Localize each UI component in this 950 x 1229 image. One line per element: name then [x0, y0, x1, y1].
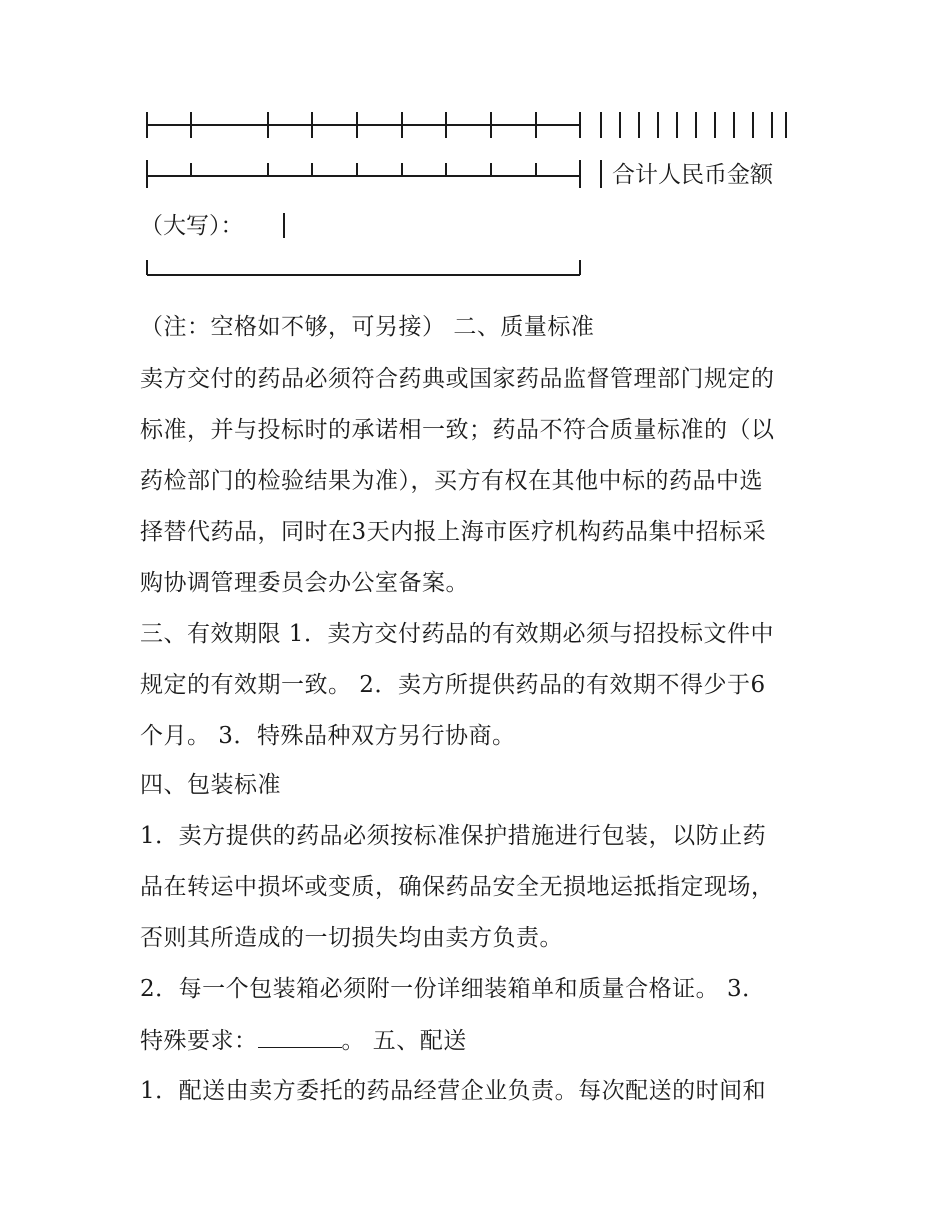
special-req-label: 特殊要求：	[140, 1028, 258, 1054]
packaging-heading: 四、包装标准	[140, 772, 281, 798]
validity-line: 个月。 3．特殊品种双方另行协商。	[140, 723, 516, 749]
validity-line: 规定的有效期一致。 2．卖方所提供药品的有效期不得少于6	[140, 672, 766, 698]
paragraph-line: 卖方交付的药品必须符合药典或国家药品监督管理部门规定的	[140, 366, 775, 392]
paragraph-line: 择替代药品，同时在3天内报上海市医疗机构药品集中招标采	[140, 519, 767, 545]
note-and-quality-heading	[140, 312, 594, 342]
special-req-blank[interactable]	[258, 1025, 342, 1048]
delivery-heading: 。 五、配送	[341, 1028, 467, 1054]
paragraph-line: 标准，并与投标时的承诺相一致；药品不符合质量标准的（以	[140, 417, 775, 443]
amount-table-lines	[0, 0, 950, 300]
packaging-line: 1．卖方提供的药品必须按标准保护措施进行包装，以防止药	[140, 823, 767, 849]
packaging-line: 否则其所造成的一切损失均由卖方负责。	[140, 925, 563, 951]
paragraph-line: 购协调管理委员会办公室备案。	[140, 570, 469, 596]
total-amount-label: 合计人民币金额	[612, 162, 773, 188]
special-requirements-line	[140, 1025, 467, 1056]
quality-heading: 二、质量标准	[453, 314, 595, 340]
delivery-line: 1．配送由卖方委托的药品经营企业负责。每次配送的时间和	[140, 1078, 767, 1104]
paragraph-line: 药检部门的检验结果为准），买方有权在其他中标的药品中选	[140, 468, 763, 494]
validity-line: 三、有效期限 1．卖方交付药品的有效期必须与招投标文件中	[140, 621, 774, 647]
packaging-line: 品在转运中损坏或变质，确保药品安全无损地运抵指定现场，	[140, 874, 775, 900]
packaging-line: 2．每一个包装箱必须附一份详细装箱单和质量合格证。 3．	[140, 976, 766, 1002]
amount-in-words-label: （大写）：	[140, 213, 244, 239]
note-text: （注：空格如不够，可另接）	[140, 314, 446, 340]
